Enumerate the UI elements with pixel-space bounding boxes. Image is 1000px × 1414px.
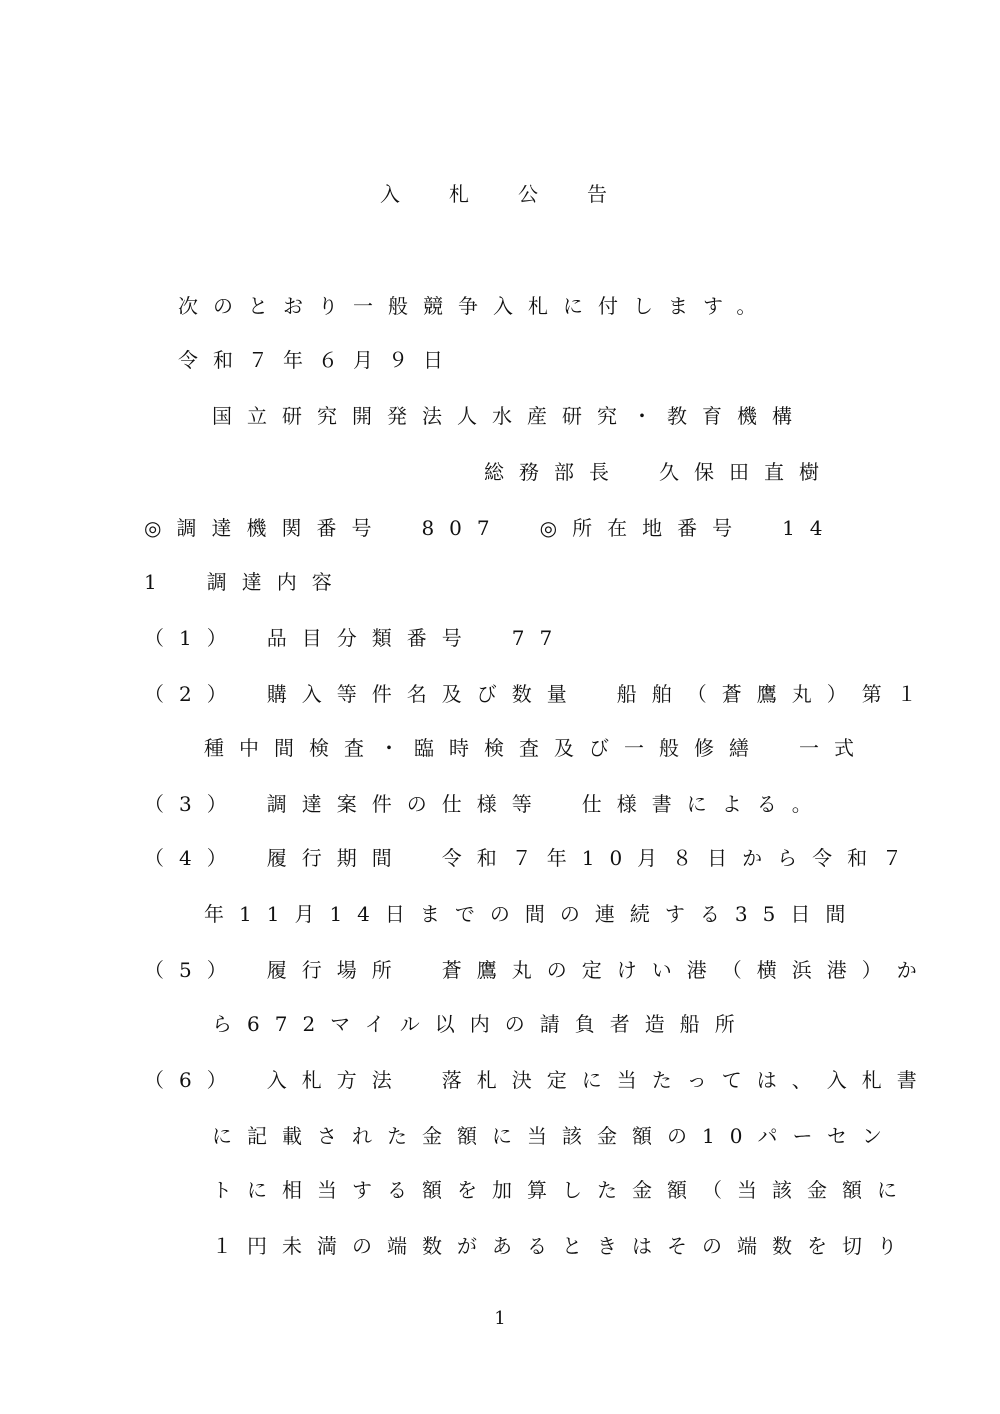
organization-name: 国立研究開発法人水産研究・教育機構 <box>212 404 807 428</box>
item-2-line-1: （2） 購入等件名及び数量 船舶（蒼鷹丸）第１ <box>144 682 932 706</box>
item-2-line-2: 種中間検査・臨時検査及び一般修繕 一式 <box>204 736 869 760</box>
item-6-line-4: １円未満の端数があるときはその端数を切り <box>212 1234 912 1258</box>
procurement-codes: ◎調達機関番号 807 ◎所在地番号 14 <box>144 516 838 540</box>
intro-text: 次のとおり一般競争入札に付します。 <box>178 294 772 318</box>
section-heading: 1 調達内容 <box>144 570 347 594</box>
item-5-line-2: ら672マイル以内の請負者造船所 <box>212 1012 750 1036</box>
signatory: 総務部長 久保田直樹 <box>484 460 834 484</box>
page-number: 1 <box>494 1308 506 1329</box>
item-4-line-2: 年11月14日までの間の連続する35日間 <box>204 902 861 926</box>
item-5-line-1: （5） 履行場所 蒼鷹丸の定けい港（横浜港）か <box>144 958 932 982</box>
notice-title: 入札公告 <box>380 182 656 206</box>
item-6-line-2: に記載された金額に当該金額の10パーセン <box>212 1124 898 1148</box>
item-3: （3） 調達案件の仕様等 仕様書による。 <box>144 792 827 816</box>
item-6-line-1: （6） 入札方法 落札決定に当たっては、入札書 <box>144 1068 932 1092</box>
item-1: （1） 品目分類番号 77 <box>144 626 568 650</box>
item-6-line-3: トに相当する額を加算した金額（当該金額に <box>212 1178 912 1202</box>
item-4-line-1: （4） 履行期間 令和７年10月８日から令和７ <box>144 846 918 870</box>
notice-date: 令和７年６月９日 <box>178 348 458 372</box>
